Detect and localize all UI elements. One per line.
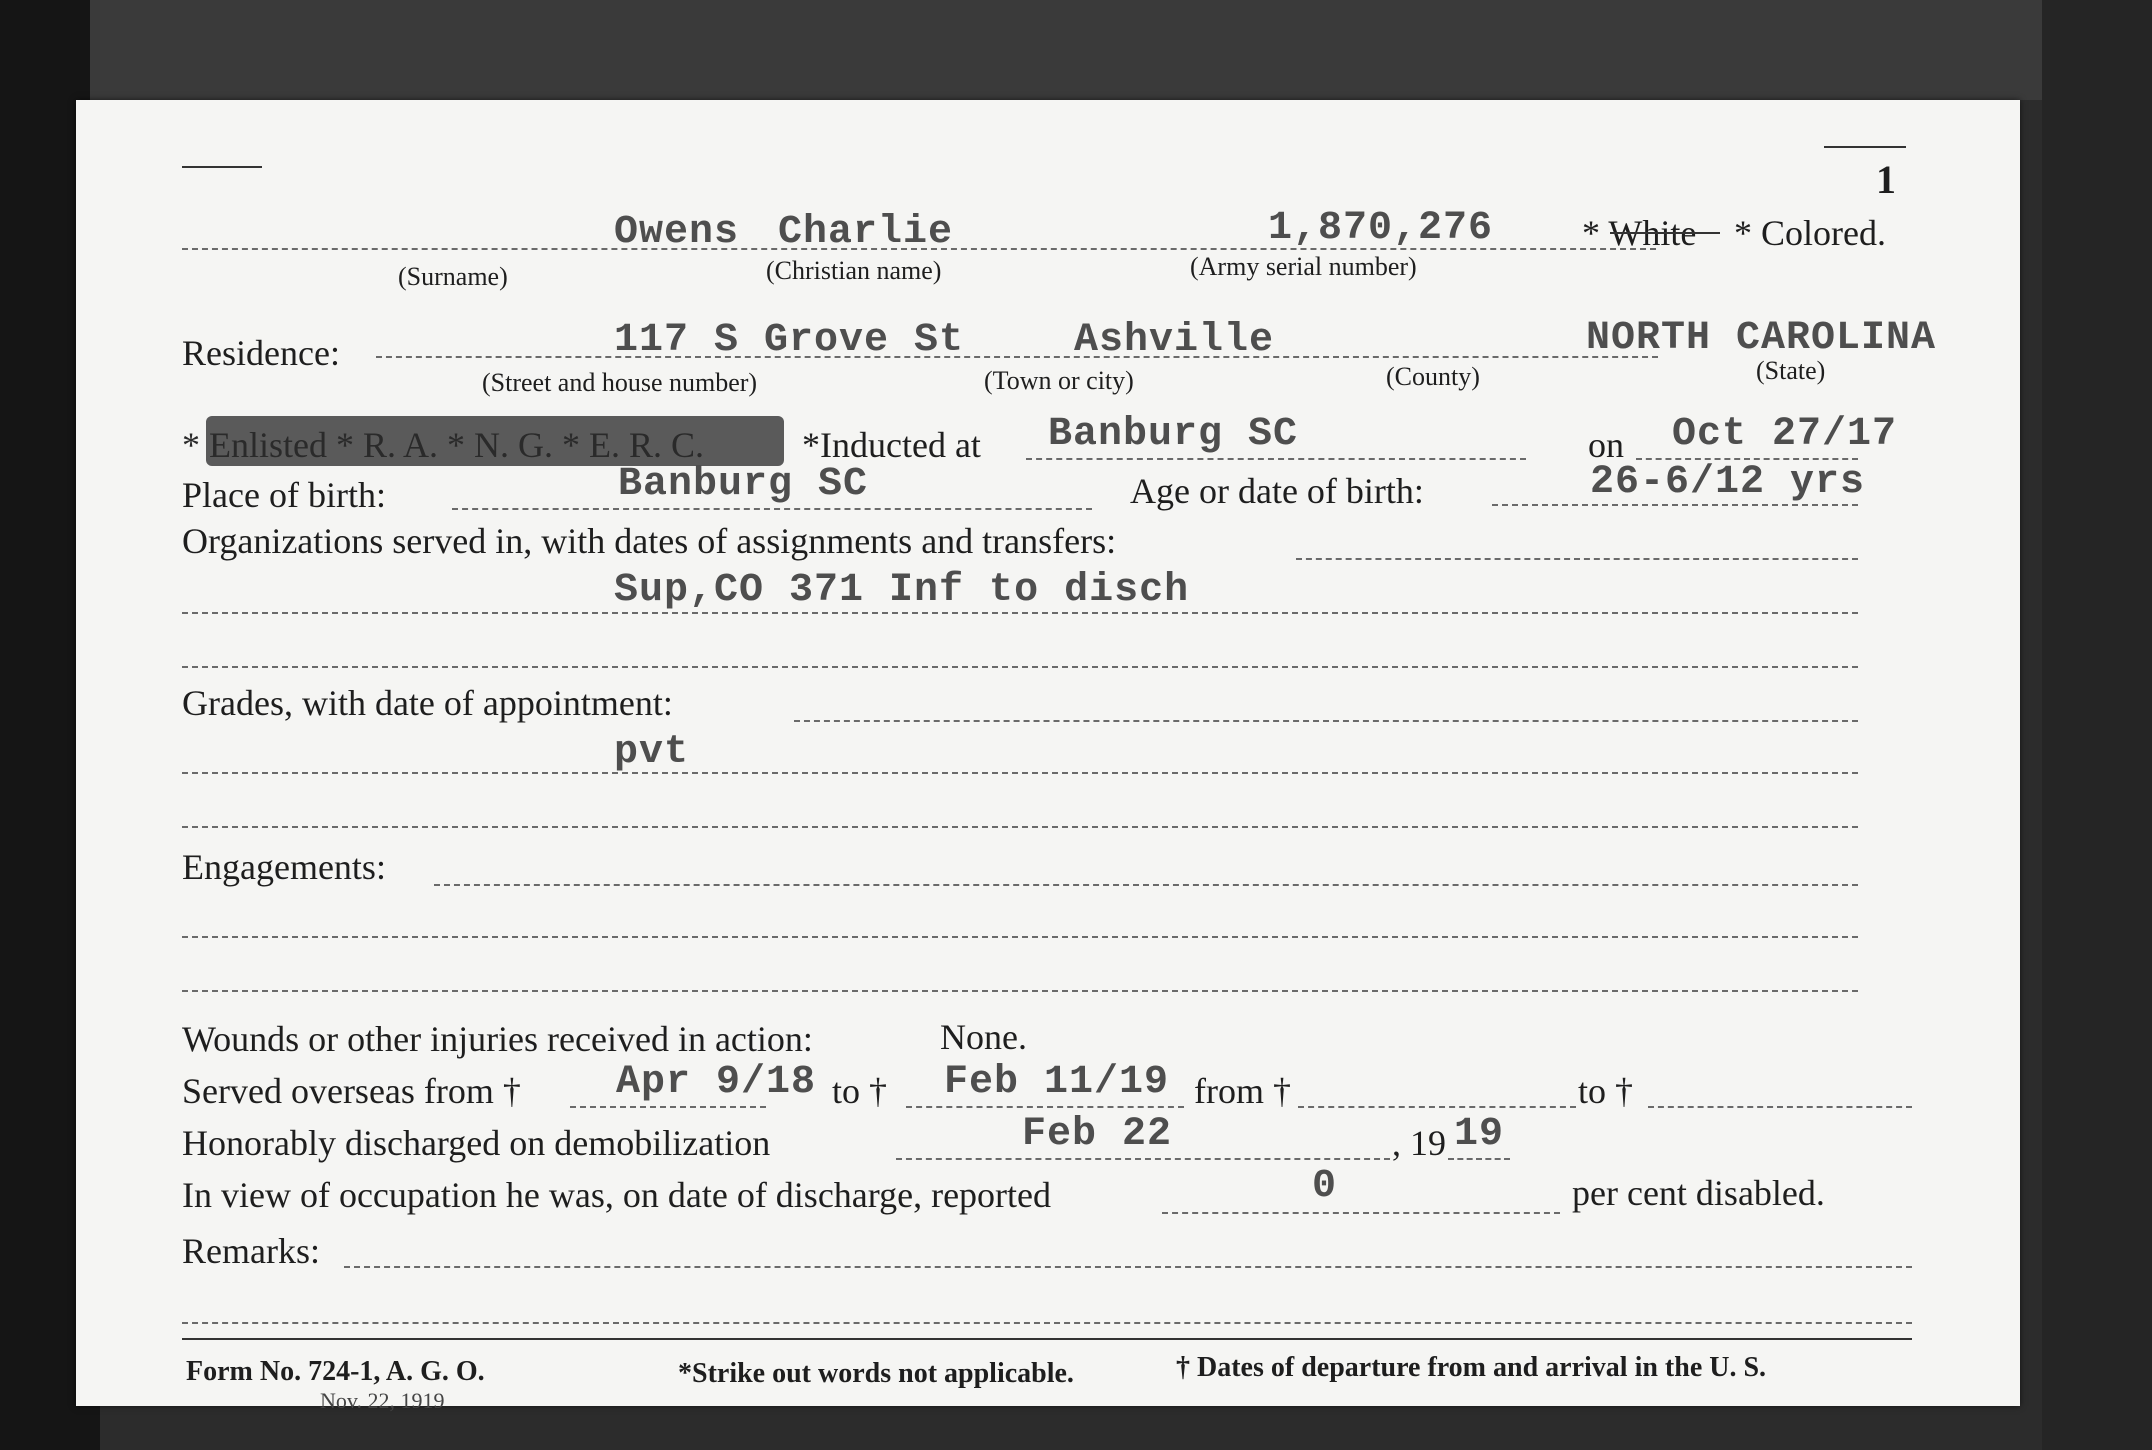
organizations-label: Organizations served in, with dates of assignments and transfers: [182,521,1117,561]
overseas-from-value: Apr 9/18 [616,1060,817,1105]
overseas-from-line [570,1106,766,1108]
christian-name-value: Charlie [778,210,954,255]
engagements-line-2 [182,936,1858,938]
top-right-rule [1824,146,1906,148]
street-caption: (Street and house number) [482,368,758,397]
race-colored-label: * Colored. [1734,213,1886,253]
service-record-card [76,100,2020,1413]
form-date: Nov. 22, 1919 [320,1388,445,1413]
discharge-year-prefix: , 19 [1392,1123,1446,1163]
grades-line-3 [182,826,1858,828]
white-strikethrough [1610,232,1720,234]
town-caption: (Town or city) [984,366,1134,395]
discharge-year-line [1448,1158,1510,1160]
grades-label: Grades, with date of appointment: [182,683,673,723]
served-overseas-label: Served overseas from † [182,1071,521,1111]
grades-value: pvt [614,730,690,775]
residence-label: Residence: [182,333,340,373]
serial-number-caption: (Army serial number) [1190,252,1417,281]
organizations-value: Sup,CO 371 Inf to disch [614,568,1190,613]
age-label: Age or date of birth: [1130,471,1424,511]
army-serial-number-value: 1,870,276 [1268,206,1494,251]
remarks-line-2 [182,1322,1912,1324]
footer-rule [182,1338,1912,1340]
residence-street-value: 117 S Grove St [614,318,965,363]
remarks-line-1 [344,1266,1912,1268]
residence-line [376,356,1658,358]
grades-line-1 [794,720,1858,722]
overseas-from2-line [1298,1106,1576,1108]
inducted-on-label: on [1588,425,1624,465]
residence-state-value: NORTH CAROLINA [1586,316,1937,361]
surname-caption: (Surname) [398,262,508,291]
place-of-birth-label: Place of birth: [182,475,386,515]
engagements-line-1 [434,884,1858,886]
wounds-label: Wounds or other injuries received in action: [182,1019,813,1059]
discharge-label: Honorably discharged on demobilization [182,1123,771,1163]
strike-out-note: *Strike out words not applicable. [678,1358,1074,1389]
top-left-rule [182,166,262,168]
place-of-birth-value: Banburg SC [618,462,869,507]
place-of-birth-line [452,508,1092,510]
state-caption: (State) [1756,356,1826,385]
discharge-date-value: Feb 22 [1022,1112,1173,1157]
disability-label: In view of occupation he was, on date of discharge, reported [182,1175,1052,1215]
county-caption: (County) [1386,362,1480,391]
surname-value: Owens [614,210,740,255]
disability-suffix: per cent disabled. [1572,1173,1825,1213]
engagements-line-3 [182,990,1858,992]
remarks-label: Remarks: [182,1231,320,1271]
age-value: 26-6/12 yrs [1590,460,1866,505]
wounds-value: None. [940,1017,1027,1057]
overseas-to-label: to † [832,1071,888,1111]
background-top [90,0,2080,100]
christian-name-caption: (Christian name) [766,256,942,285]
enlisted-options-label: * Enlisted * R. A. * N. G. * E. R. C. [182,425,705,465]
background-right [2042,0,2152,1450]
overseas-to-value: Feb 11/19 [944,1060,1170,1105]
card-number: 1 [1876,157,1896,202]
overseas-from2-label: from † [1194,1071,1291,1111]
organizations-line-3 [182,666,1858,668]
grades-line-2 [182,772,1858,774]
inducted-at-label: *Inducted at [802,425,981,465]
discharge-year-value: 19 [1454,1112,1505,1157]
inducted-on-value: Oct 27/17 [1672,412,1898,457]
engagements-label: Engagements: [182,847,386,887]
disability-line [1162,1212,1560,1214]
dates-note: † Dates of departure from and arrival in the U. S. [1176,1352,1767,1383]
organizations-line-1 [1296,558,1858,560]
inducted-at-line [1026,458,1526,460]
race-white-label: * White [1582,213,1697,253]
overseas-to2-label: to † [1578,1071,1634,1111]
inducted-at-value: Banburg SC [1048,412,1299,457]
overseas-to2-line [1648,1106,1912,1108]
residence-town-value: Ashville [1074,318,1275,363]
overseas-to-line [906,1106,1184,1108]
discharge-date-line [896,1158,1390,1160]
disability-value: 0 [1312,1164,1338,1209]
form-number: Form No. 724-1, A. G. O. [186,1356,485,1387]
